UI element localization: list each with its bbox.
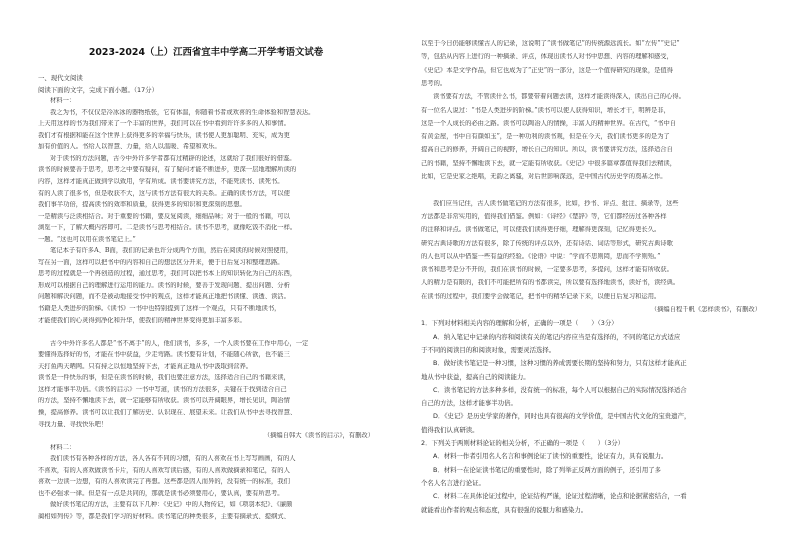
right-line: 提高自己的修养，开阔自己的视野，增长自己的知识。所以，读书要讲究方法，选择适合自 xyxy=(421,146,673,154)
right-line: D．《史记》是历史学家的著作，同时也具有很高的文学价值，是中国古代文化的宝贵遗产， xyxy=(433,412,691,421)
left-line: 浏览一下，了解大概内容即可。二是读书与思考相结合。读书不思考，就像吃饭不消化一样。 xyxy=(38,224,297,232)
left-line: 有的人读了很多书，但是收获不大，这与读书方法有很大的关系。正确的读书方法，可以使 xyxy=(38,189,290,197)
left-line: 读书的时候要善于思考，思考之中要有疑问，有了疑问才能不断进步，更深一层地理解所读的 xyxy=(38,166,297,174)
exam-title: 2023-2024（上）江西省宜丰中学高二开学考语文试卷 xyxy=(88,47,324,58)
right-line: 人的精力是有限的，我们不可能把所有的书都读完，所以要有选择地读书，读好书，读经典。 xyxy=(421,279,680,287)
left-line: 才能使我们的心灵得到净化和升华，使我们的精神世界变得更加丰富多彩。 xyxy=(38,316,246,324)
left-line: 书籍是人类进步的阶梯。《读书》一书中也特别提到了这样一个观点，只有不断地读书， xyxy=(38,305,281,312)
left-line: 天打鱼两天晒网。只有持之以恒地坚持下去，才能真正地从书中汲取到营养。 xyxy=(38,362,253,370)
left-line: 加有价值的人。书给人以智慧、力量，给人以温暖、希望和欢乐。 xyxy=(38,143,221,151)
left-line: 一题。“这也可以用在读书笔记上。” xyxy=(38,235,136,243)
right-line: 2．下列关于两则材料论证的相关分析，不正确的一项是（ ）（3分） xyxy=(421,439,625,447)
right-line: 有一位名人说过：“书是人类进步的阶梯。”读书可以使人获得知识，增长才干，明辨是非， xyxy=(421,106,670,114)
right-line: B．材料一在论证读书笔记的重要性时，除了列举正反两方面的例子，还引用了多 xyxy=(433,465,662,474)
left-line: （摘编自韩大《读书的启示》，有删改） xyxy=(263,432,374,440)
right-line: 读书和思考是分不开的，我们在读书的时候，一定要多思考，多提问，这样才能有所收获。 xyxy=(421,266,673,274)
left-line: 一、现代文阅读 xyxy=(38,74,83,82)
right-line: （摘编自程千帆《怎样读书》，有删改） xyxy=(650,306,761,313)
left-line: 材料一： xyxy=(50,97,76,105)
left-line: 的方法，坚持不懈地读下去，就一定能够有所收获。读书可以开阔眼界，增长见识，陶冶情 xyxy=(38,397,290,405)
right-line: A．纳入笔记中记录的内容和阅读有关的笔记内容应当是有选择的，不同的笔记方式适应 xyxy=(433,332,681,341)
right-line: 的注释和评点。读书做笔记，可以使我们读得更仔细，理解得更深刻，记忆得更长久。 xyxy=(421,226,661,234)
right-line: 自己的方法，这样才能事半功倍。 xyxy=(421,399,517,408)
left-line: 也不必强求一律。但是有一点是共同的，那就是读书必须要用心，要认真，要有所思考。 xyxy=(38,489,284,497)
right-line: 值得我们认真研读。 xyxy=(421,425,479,434)
right-line: 读书要有方法，不管读什么书，都要带着问题去读，这样才能读得深入，读出自己的心得。 xyxy=(433,93,685,101)
left-line: 蔺相如列传》等，都是我们学习的好材料。读书笔记的种类很多，主要有摘录式、提纲式、 xyxy=(38,512,290,520)
left-line: 做好读书笔记的方法，主要有以下几种：《史记》中的人物传记，如《项羽本纪》、《廉颇 xyxy=(50,501,293,509)
left-line: 笔记本子有许多A、B面，我们的记录也许分成两个方面，然后在阅读的时候对照使用， xyxy=(50,247,293,255)
left-line: 材料二： xyxy=(50,443,76,451)
right-line: 就能看出作者的观点和态度，具有很强的说服力和感染力。 xyxy=(421,505,588,514)
left-line: 古今中外许多名人都是“书不离手”的人，他们读书，多多，一个人读书要在工作中用心，一定 xyxy=(50,339,309,347)
right-line: 己的书籍，坚持不懈地读下去，就一定能有所收获。《史记》中很多篇章都值得我们去精读， xyxy=(421,159,677,167)
right-line: 比如，它是史家之绝唱，无韵之离骚，对后世影响深远，是中国古代历史学的奠基之作。 xyxy=(421,173,667,180)
right-line: C．材料二在具体论证过程中，论证结构严谨，论证过程清晰，论点和论据紧密结合，一看 xyxy=(433,492,687,501)
right-line: 个名人名言进行论证。 xyxy=(421,478,485,487)
left-line: 我们读书有各种各样的方法，各人各有不同的习惯，有的人喜欢在书上写写画画，有的人 xyxy=(50,455,296,463)
right-line: B．做好读书笔记是一种习惯，这种习惯的养成需要长期的坚持和努力，只有这样才能真正 xyxy=(433,359,687,368)
right-line: 有黄金屋，书中自有颜如玉”，是一种功利的读书观，但是在今天，我们读书更多的是为了 xyxy=(421,133,670,141)
left-line: 形成可以根据自己的理解进行运用的能力。读书的时候，要善于发现问题、提出问题、分析 xyxy=(38,281,290,289)
left-line: 读书是一件快乐的事，但是在读书的时候，我们也要注意方法，选择适合自己的书籍来读， xyxy=(38,374,290,382)
right-line: 等，包括从内容上进行的一种摘录、评点，体现出读书人对书中思想、内容的理解和感受， xyxy=(421,53,673,61)
left-line: 喜欢一边读一边想，有的人喜欢读完了再想。这些都是因人而异的，没有统一的标准，我们 xyxy=(38,478,290,486)
left-line: 我们才有根据和能在这个世界上获得更多的幸福与快乐，读书使人更加聪明、充实，成为更 xyxy=(38,131,290,139)
right-line: A．材料一作者引用名人名言和事例论证了读书的重要性，论证有力，具有说服力。 xyxy=(433,452,668,461)
right-line: 于不同的阅读目的和阅读对象，需要灵活选择。 xyxy=(421,345,556,354)
right-line: 在读书的过程中，我们要学会做笔记，把书中的精华记录下来，以便日后复习和运用。 xyxy=(421,292,661,300)
right-line: 《史记》本是文学作品，但它也成为了“正史”的一部分，这是一个值得研究的现象，是值得 xyxy=(421,66,674,74)
left-line: 上天用这样的书为我们带来了一个丰富的世界，我们可以在书中看到许许多多的人和事情。 xyxy=(38,120,290,128)
left-line: 操，提高修养。读书可以让我们了解历史、认识现在、展望未来。让我们从书中去寻找智慧、 xyxy=(38,408,297,416)
left-line: 思考的过程就是一个再创造的过程，通过思考，我们可以把书本上的知识转化为自己的东西， xyxy=(38,270,297,278)
right-line: 地从书中获益，提高自己的阅读能力。 xyxy=(421,372,530,381)
left-line: 问题和解决问题，而不是被动地接受书中的观点，这样才能真正地把书读懂、读透、读活。 xyxy=(38,293,290,301)
left-line: 我之为书，不仅仅是冷冰冰的器物纸张，它有体温，你随着书者或欢喜的生命体验和智慧表达。 xyxy=(50,108,315,116)
left-line: 要懂得选择好的书，才能在书中获益，少走弯路。读书要有计划，不能随心所欲，也不能三 xyxy=(38,351,290,359)
right-line: 思考的。 xyxy=(421,79,447,87)
left-line: 阅读下面的文字，完成下面小题。（17分） xyxy=(38,85,158,94)
right-line: 我们应当记住，古人读书做笔记的方法有很多，比如，抄书、评点、批注、摘录等，这些 xyxy=(433,199,679,207)
left-line: 寻找力量、寻找快乐吧！ xyxy=(38,420,108,428)
right-line: 以至于今日仍能够读懂古人的记录，这说明了“读书做笔记”的传统源远流长。如“左传”“史记” xyxy=(421,40,680,47)
left-line: 一是精读与泛读相结合。对于重要的书籍，要反复阅读，细细品味；对于一般的书籍，可以 xyxy=(38,212,290,220)
right-line: 研究古典诗歌的方法有很多，除了传统的评点以外，还有诗话、词话等形式，研究古典诗歌 xyxy=(421,239,673,247)
right-line: 1．下列对材料相关内容的理解和分析，正确的一项是（ ）（3分） xyxy=(421,319,618,328)
left-line: 我们事半功倍，提高读书的效率和质量，获得更多的知识和更深刻的思想。 xyxy=(38,201,246,209)
right-line: C．读书笔记的方法多种多样，没有统一的标准，每个人可以根据自己的实际情况选择适合 xyxy=(433,385,687,394)
right-line: 方法都是非常实用的，值得我们借鉴。例如：《诗经》《楚辞》等，它们都经历过各种各样 xyxy=(421,212,667,220)
left-line: 写在另一面，这样可以把书中的内容和自己的想法区分开来，便于日后复习和整理思路。 xyxy=(38,258,284,266)
left-line: 内容，这样才能真正做到学以致用，学有所成。读书要讲究方法，不能死读书、读死书。 xyxy=(38,177,284,185)
left-line: 不喜欢，有的人喜欢做读书卡片，有的人喜欢写读后感，有的人喜欢做摘录和笔记，有的人 xyxy=(38,466,290,474)
right-line: 这是一个人成长的必由之路。读书可以陶冶人的情操，丰富人的精神世界。在古代，“书中自 xyxy=(421,119,677,127)
left-line: 这样才能事半功倍。《读书的启示》一书中写道，读书的方法很多，关键在于找到适合自己 xyxy=(38,385,287,393)
right-line: 的人也可以从中借鉴一些有益的经验。《论语》中说：“学而不思则罔，思而不学则殆。” xyxy=(421,252,661,260)
left-line: 对于读书的方法问题，古今中外许多学者都有过精辟的论述，这就给了我们很好的借鉴。 xyxy=(50,154,296,162)
